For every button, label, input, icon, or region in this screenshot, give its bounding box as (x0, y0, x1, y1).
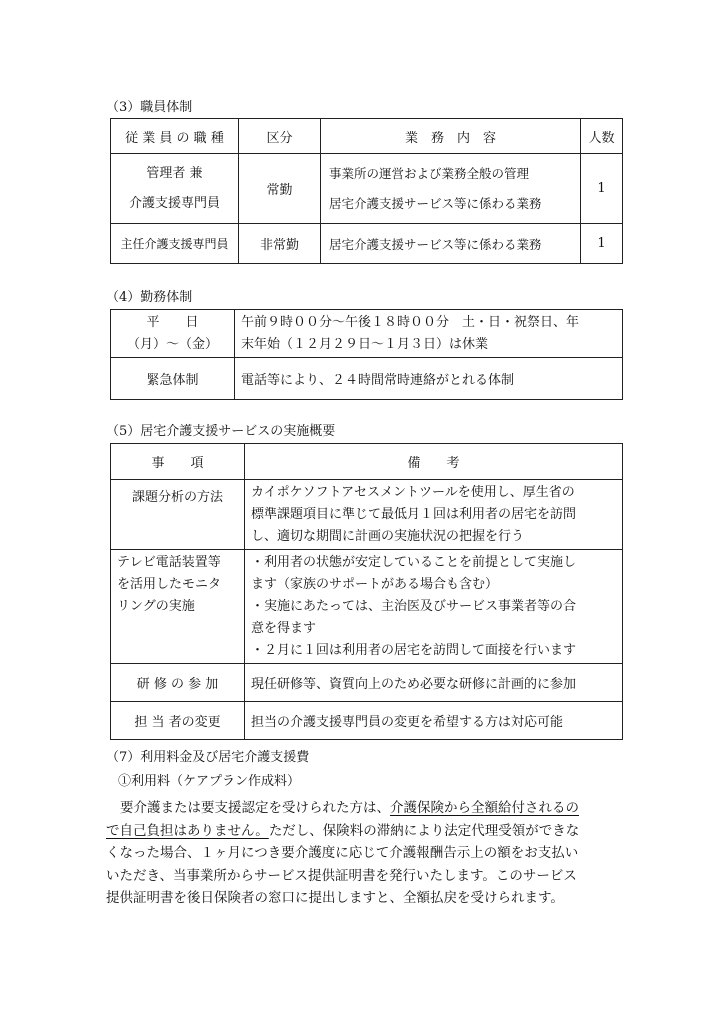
staff-count: 1 (581, 224, 623, 264)
change-label: 担 当 者の変更 (111, 702, 245, 740)
work-table (110, 309, 623, 400)
service-row-change (111, 702, 623, 740)
work-heading: （4）勤務体制 (106, 290, 193, 305)
staff-table (110, 118, 623, 264)
service-row-assessment (111, 480, 623, 550)
header-note: 備 考 (245, 444, 623, 480)
change-text: 担当の介護支援専門員の変更を希望する方は対応可能 (245, 702, 623, 740)
staff-category: 非常勤 (239, 224, 321, 264)
staff-job: 管理者 兼 介護支援専門員 (111, 154, 239, 224)
monitoring-label: テレビ電話装置等 を活用したモニタ リングの実施 (111, 550, 245, 664)
staff-row (111, 224, 623, 264)
staff-job: 主任介護支援専門員 (111, 224, 239, 264)
staff-category: 常勤 (239, 154, 321, 224)
header-count: 人数 (581, 119, 623, 154)
training-text: 現任研修等、資質向上のため必要な研修に計画的に参加 (245, 664, 623, 702)
service-table (110, 443, 623, 740)
monitoring-text: ・利用者の状態が安定していることを前提として実施し ます（家族のサポートがある場合も含む） ・実施にあたっては、主治医及びサービス事業者等の合 意を得ます ・２月に１回は利用者の居宅を訪問して面接を行います (245, 550, 623, 664)
service-heading: （5）居宅介護支援サービスの実施概要 (106, 424, 336, 439)
staff-heading: （3）職員体制 (106, 100, 193, 115)
staff-duty: 居宅介護支援サービス等に係わる業務 (321, 224, 581, 264)
work-row-emergency (111, 358, 623, 400)
work-row-weekday (111, 310, 623, 358)
staff-row (111, 154, 623, 224)
header-job: 従 業 員 の 職 種 (111, 119, 239, 154)
assessment-text: カイポケソフトアセスメントツールを使用し、厚生省の 標準課題項目に準じて最低月１回は利用者の居宅を訪問 し、適切な期間に計画の実施状況の把握を行う (245, 480, 623, 550)
header-item: 事 項 (111, 444, 245, 480)
training-label: 研 修 の 参 加 (111, 664, 245, 702)
fees-subheading: ①利用料（ケアプラン作成料） (118, 774, 301, 789)
fees-heading: （7）利用料金及び居宅介護支援費 (106, 750, 310, 765)
weekday-hours: 午前９時００分～午後１８時００分 土・日・祝祭日、年 末年始（１２月２９日～１月３日）は休業 (235, 310, 623, 358)
assessment-label: 課題分析の方法 (111, 480, 245, 550)
emergency-label: 緊急体制 (111, 358, 235, 400)
staff-header-row (111, 119, 623, 154)
staff-duty: 事業所の運営および業務全般の管理 居宅介護支援サービス等に係わる業務 (321, 154, 581, 224)
staff-count: 1 (581, 154, 623, 224)
header-category: 区分 (239, 119, 321, 154)
fees-paragraph: 要介護または要支援認定を受けられた方は、介護保険から全額給付されるの で自己負担はありません。ただし、保険料の滞納により法定代理受領ができな くなった場合、１ヶ月につき要介護度に応じて介護報酬告示上の額をお支払い いただき、当事業所からサービス提供証明書を発行いたします。このサービス 提供証明書を後日保険者の窓口に提出しますと、全額払戻を受けられます。 (106, 800, 580, 906)
service-row-monitoring (111, 550, 623, 664)
service-row-training (111, 664, 623, 702)
weekday-label: 平 日 （月）～（金） (111, 310, 235, 358)
emergency-text: 電話等により、２４時間常時連絡がとれる体制 (235, 358, 623, 400)
header-duty: 業 務 内 容 (321, 119, 581, 154)
service-header-row (111, 444, 623, 480)
